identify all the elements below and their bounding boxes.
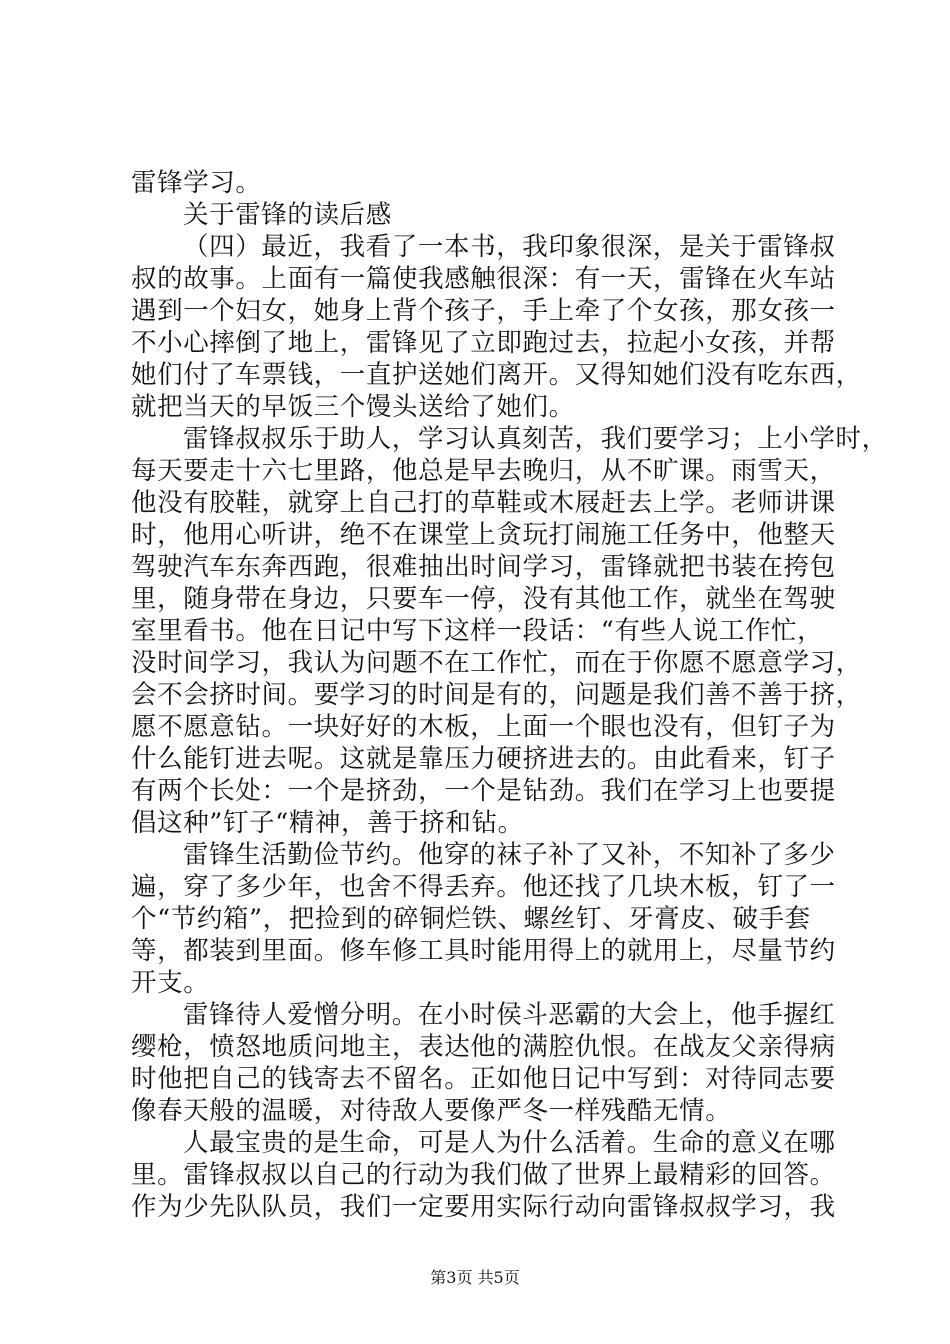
text-line: 他没有胶鞋，就穿上自己打的草鞋或木屐赶去上学。老师讲课 (131, 488, 836, 518)
text-line: 没时间学习，我认为问题不在工作忙，而在于你愿不愿意学习， (131, 648, 862, 678)
text-line: 里。雷锋叔叔以自己的行动为我们做了世界上最精彩的回答。 (131, 1160, 836, 1190)
text-line: 雷锋学习。 (131, 168, 262, 198)
text-line: 像春天般的温暖，对待敌人要像严冬一样残酷无情。 (131, 1096, 732, 1126)
text-line: 个“节约箱”，把捡到的碎铜烂铁、螺丝钉、牙膏皮、破手套 (131, 904, 811, 934)
text-line: 驾驶汽车东奔西跑，很难抽出时间学习，雷锋就把书装在挎包 (131, 552, 836, 582)
text-line: 遇到一个妇女，她身上背个孩子，手上牵了个女孩，那女孩一 (131, 296, 836, 326)
text-line: 每天要走十六七里路，他总是早去晚归，从不旷课。雨雪天， (131, 456, 836, 486)
text-line: 里，随身带在身边，只要车一停，没有其他工作，就坐在驾驶 (131, 584, 836, 614)
text-line: 时，他用心听讲，绝不在课堂上贪玩打闹施工任务中，他整天 (131, 520, 836, 550)
text-line: 不小心摔倒了地上，雷锋见了立即跑过去，拉起小女孩，并帮 (131, 328, 836, 358)
text-line: 缨枪，愤怒地质问地主，表达他的满腔仇恨。在战友父亲得病 (131, 1032, 836, 1062)
text-line: 什么能钉进去呢。这就是靠压力硬挤进去的。由此看来，钉子 (131, 744, 836, 774)
text-line: 人最宝贵的是生命，可是人为什么活着。生命的意义在哪 (183, 1128, 836, 1158)
text-line: 关于雷锋的读后感 (183, 200, 392, 230)
text-line: 室里看书。他在日记中写下这样一段话：“有些人说工作忙， (131, 616, 824, 646)
text-line: 倡这种”钉子“精神，善于挤和钻。 (131, 808, 524, 838)
text-line: （四）最近，我看了一本书，我印象很深，是关于雷锋叔 (183, 232, 836, 262)
text-line: 有两个长处：一个是挤劲，一个是钻劲。我们在学习上也要提 (131, 776, 836, 806)
document-body (131, 167, 888, 1223)
text-line: 遍，穿了多少年，也舍不得丢弃。他还找了几块木板，钉了一 (131, 872, 836, 902)
text-line: 作为少先队队员，我们一定要用实际行动向雷锋叔叔学习，我 (131, 1192, 836, 1222)
text-line: 等，都装到里面。修车修工具时能用得上的就用上，尽量节约 (131, 936, 836, 966)
page-footer: 第3页 共5页 (430, 1268, 520, 1287)
text-line: 雷锋叔叔乐于助人，学习认真刻苦，我们要学习；上小学时， (183, 424, 888, 454)
text-line: 开支。 (131, 968, 210, 998)
text-line: 时他把自己的钱寄去不留名。正如他日记中写到：对待同志要 (131, 1064, 836, 1094)
text-line: 愿不愿意钻。一块好好的木板，上面一个眼也没有，但钉子为 (131, 712, 836, 742)
text-line: 雷锋生活勤俭节约。他穿的袜子补了又补，不知补了多少 (183, 840, 836, 870)
text-line: 雷锋待人爱憎分明。在小时侯斗恶霸的大会上，他手握红 (183, 1000, 836, 1030)
text-line: 她们付了车票钱，一直护送她们离开。又得知她们没有吃东西， (131, 360, 862, 390)
text-line: 就把当天的早饭三个馒头送给了她们。 (131, 392, 575, 422)
text-line: 叔的故事。上面有一篇使我感触很深：有一天，雷锋在火车站 (131, 264, 836, 294)
text-line: 会不会挤时间。要学习的时间是有的，问题是我们善不善于挤， (131, 680, 862, 710)
